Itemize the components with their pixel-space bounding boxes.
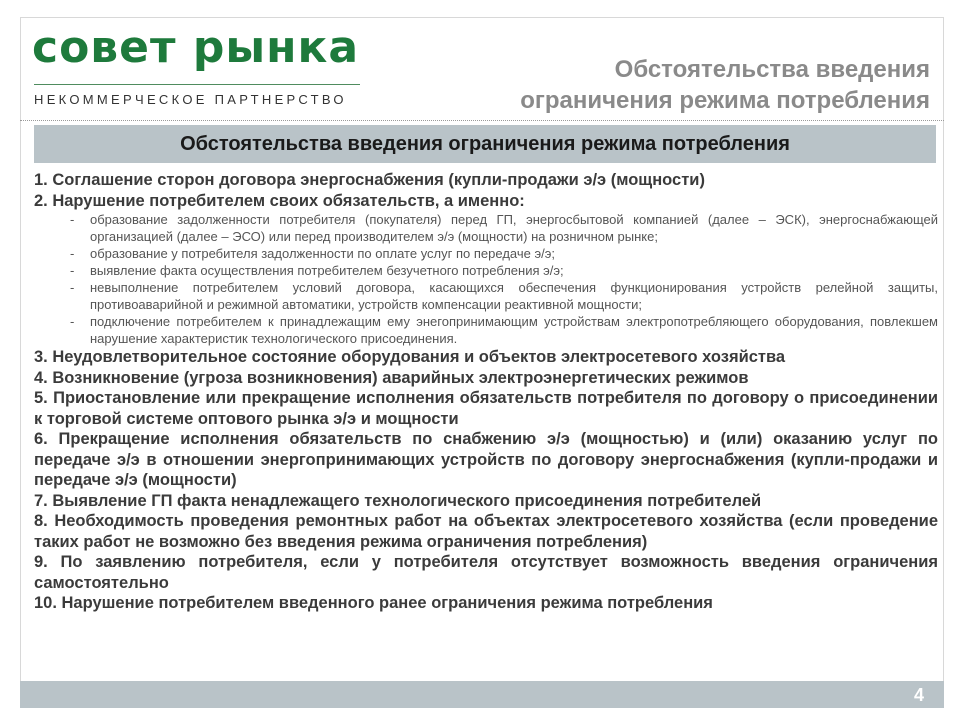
logo-divider [34, 84, 360, 85]
page-number: 4 [913, 685, 924, 705]
header-title [410, 54, 930, 116]
sub-list-item-4: - невыполнение потребителем условий договора, касающихся обеспечения функционирования устройств релейной защиты, противоаварийной и режимной автоматики, устройств компенсации реактивной мощности; [58, 279, 938, 313]
header-title-line-2: ограничения режима потребления [520, 87, 930, 114]
list-item-8: 8. Необходимость проведения ремонтных работ на объектах электросетевого хозяйства (если проведение таких работ не возможно без введения режима ограничения потребления) [34, 512, 938, 551]
header-divider [20, 120, 944, 121]
sub-list-item-3: - выявление факта осуществления потребителем безучетного потребления э/э; [58, 262, 938, 279]
header-title-line-1: Обстоятельства введения [614, 56, 930, 83]
list-item-4: 4. Возникновение (угроза возникновения) аварийных электроэнергетических режимов [34, 368, 749, 387]
content-list [34, 170, 938, 614]
footer-bar [20, 681, 944, 708]
section-banner: Обстоятельства введения ограничения режима потребления [34, 125, 936, 163]
sub-list [34, 211, 938, 347]
list-item-7: 7. Выявление ГП факта ненадлежащего технологического присоединения потребителей [34, 491, 762, 510]
sub-list-item-1: - образование задолженности потребителя (покупателя) перед ГП, энергосбытовой компанией (далее – ЭСК), энергоснабжающей организацией (далее – ЭСО) или перед производителем э/э (мощности) на розничном рынке; [58, 211, 938, 245]
list-item-6: 6. Прекращение исполнения обязательств по снабжению э/э (мощностью) и (или) оказанию услуг по передаче э/э в отношении энергопринимающих устройств по договору энергоснабжения (купли-продажи и передаче э/э (мощности) [34, 430, 938, 489]
list-item-2: 2. Нарушение потребителем своих обязательств, а именно: [34, 191, 525, 210]
sub-list-item-2: - образование у потребителя задолженности по оплате услуг по передаче э/э; [58, 245, 938, 262]
list-item-5: 5. Приостановление или прекращение исполнения обязательств потребителя по договору о присоединении к торговой системе оптового рынка э/э и мощности [34, 389, 938, 428]
logo-subtitle: НЕКОММЕРЧЕСКОЕ ПАРТНЕРСТВО [34, 92, 347, 107]
list-item-1: 1. Соглашение сторон договора энергоснабжения (купли-продажи э/э (мощности) [34, 171, 705, 189]
sub-list-item-5: - подключение потребителем к принадлежащим ему энегопринимающим устройствам электропотребляющего оборудования, повлекшем нарушение характеристик технологического присоединения. [58, 313, 938, 347]
list-item-10: 10. Нарушение потребителем введенного ранее ограничения режима потребления [34, 594, 713, 612]
list-item-9: 9. По заявлению потребителя, если у потребителя отсутствует возможность введения ограничения самостоятельно [34, 553, 938, 592]
list-item-3: 3. Неудовлетворительное состояние оборудования и объектов электросетевого хозяйства [34, 348, 786, 366]
logo-title: совет рынка [32, 22, 360, 73]
